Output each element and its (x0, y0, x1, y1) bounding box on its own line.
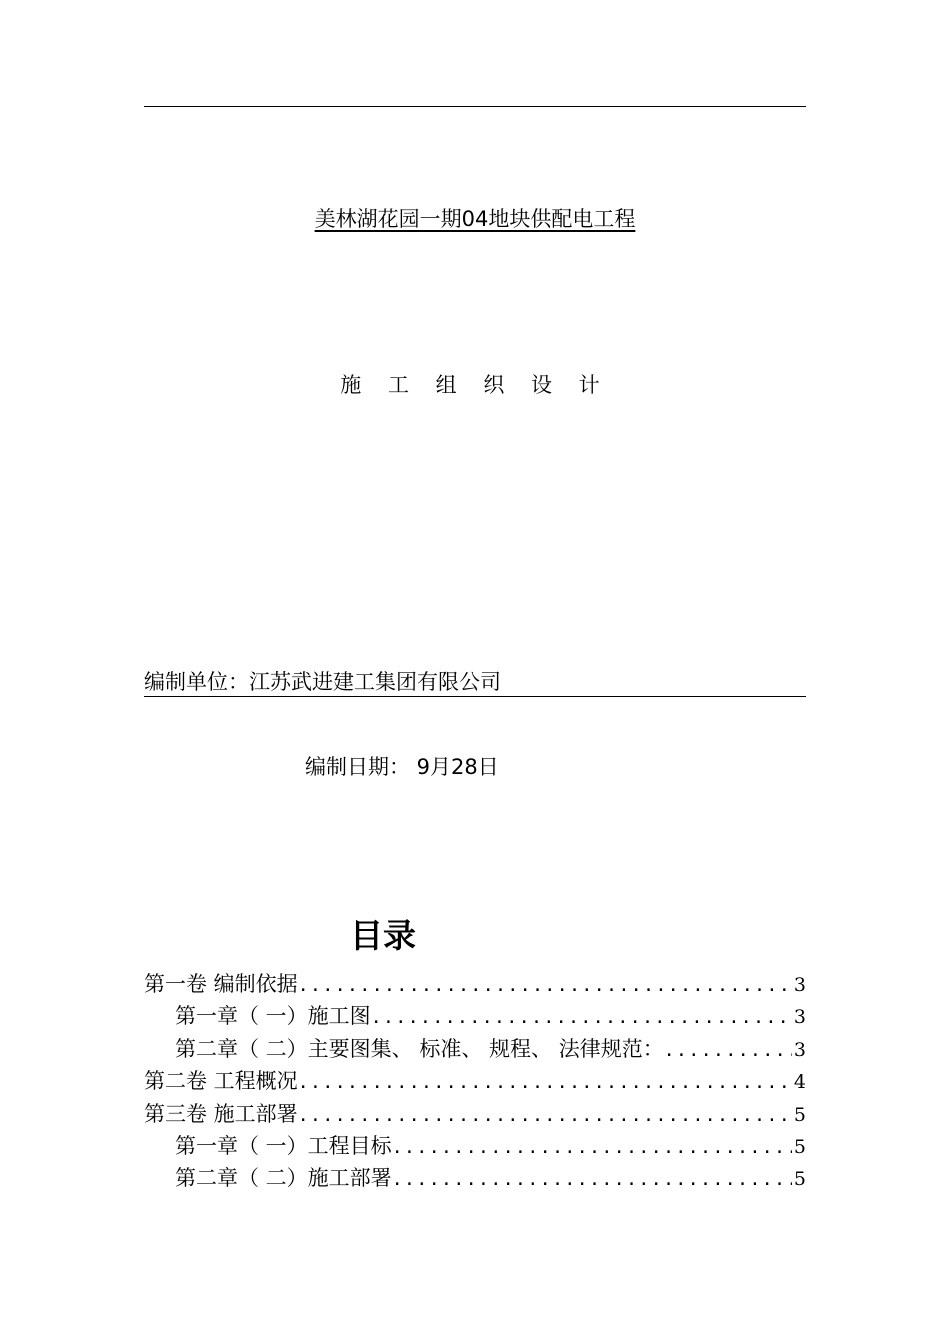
toc-entry-page: 5 (793, 1168, 806, 1191)
toc-entry[interactable] (144, 968, 806, 1000)
toc-heading: 目录 (350, 916, 416, 955)
toc-entry-label: 第二章（ 二）施工部署 (175, 1166, 392, 1191)
top-rule (144, 106, 806, 107)
toc-entry[interactable] (144, 1162, 806, 1194)
toc-entry-label: 第一卷 编制依据 (144, 972, 298, 996)
dot-leader (664, 1035, 792, 1067)
table-of-contents (144, 968, 806, 1195)
toc-entry[interactable] (144, 1098, 806, 1130)
toc-entry[interactable] (144, 1130, 806, 1162)
toc-entry-page: 3 (793, 1006, 806, 1029)
toc-entry-page: 5 (793, 1103, 806, 1126)
dot-leader (298, 1100, 792, 1132)
document-title: 施 工 组 织 设 计 (340, 373, 610, 397)
dot-leader (371, 1002, 792, 1034)
toc-entry-label: 第二卷 工程概况 (144, 1069, 298, 1094)
dot-leader (392, 1164, 792, 1196)
dot-leader (298, 970, 792, 1002)
toc-entry-page: 4 (793, 1071, 806, 1094)
toc-entry-page: 5 (793, 1135, 806, 1158)
toc-entry-label: 第二章（ 二）主要图集、 标准、 规程、 法律规范： (175, 1036, 664, 1061)
toc-entry[interactable] (144, 1000, 806, 1032)
toc-entry-label: 第一章（ 一）工程目标 (175, 1133, 392, 1158)
project-title (144, 204, 806, 234)
toc-entry-page: 3 (793, 1038, 806, 1061)
toc-entry-label: 第三卷 施工部署 (144, 1101, 298, 1126)
compiling-date: 编制日期： 9月28日 (305, 755, 499, 779)
toc-entry[interactable] (144, 1033, 806, 1065)
dot-leader (298, 1067, 792, 1099)
compiling-unit: 编制单位：江苏武进建工集团有限公司 (144, 668, 806, 697)
dot-leader (392, 1132, 792, 1164)
toc-entry-page: 3 (793, 974, 806, 996)
project-name-text: 美林湖花园一期04地块供配电工程 (314, 207, 636, 231)
toc-entry[interactable] (144, 1065, 806, 1097)
toc-entry-label: 第一章（ 一）施工图 (175, 1004, 371, 1029)
